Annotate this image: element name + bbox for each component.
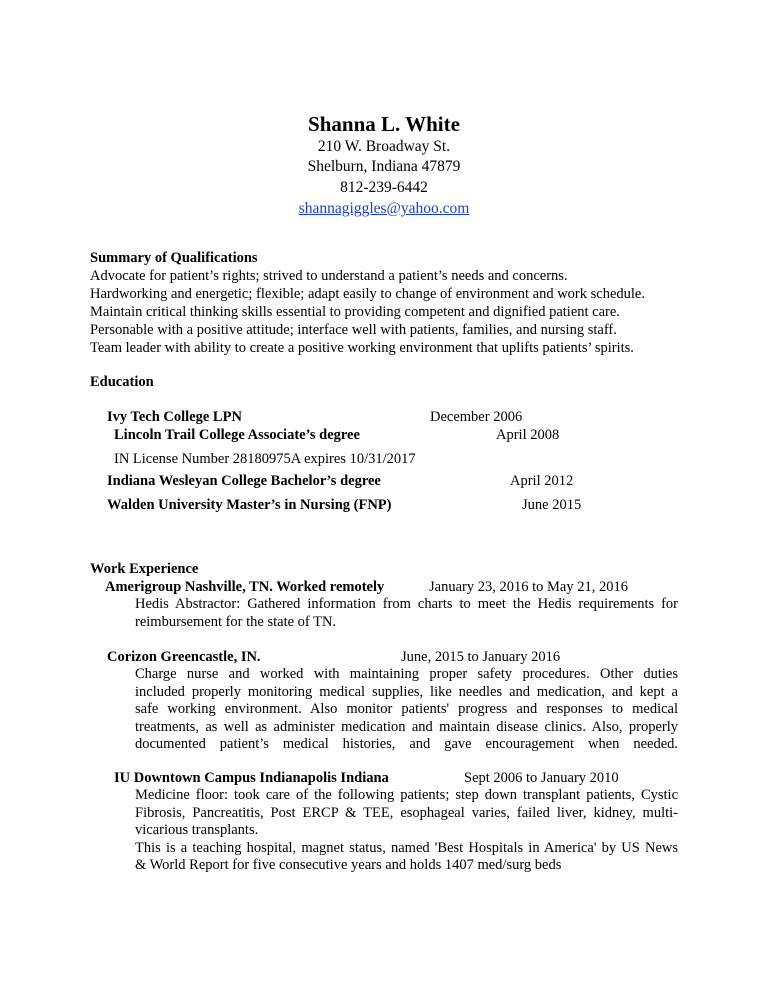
job-description <box>135 666 678 754</box>
summary-line: Team leader with ability to create a positive working environment that uplifts patients’ spirits. <box>90 340 634 356</box>
job-dates: Sept 2006 to January 2010 <box>464 770 619 786</box>
summary-line: Maintain critical thinking skills essential to providing competent and dignified patient care. <box>90 304 620 320</box>
education-date: December 2006 <box>430 409 523 425</box>
job-description-line: Hedis Abstractor: Gathered information from charts to meet the Hedis requirements for <box>135 596 678 612</box>
phone-number: 812-239-6442 <box>340 179 428 196</box>
education-school: Indiana Wesleyan College Bachelor’s degree <box>107 473 381 489</box>
job-description <box>135 596 678 631</box>
city-state-zip: Shelburn, Indiana 47879 <box>307 158 461 175</box>
work-heading: Work Experience <box>90 561 199 577</box>
job-description-line: This is a teaching hospital, magnet status, named 'Best Hospitals in America' by US News <box>135 839 678 856</box>
job-description-line: Charge nurse and worked with maintaining proper safety procedures. Other duties <box>135 666 678 682</box>
job-description <box>135 787 678 875</box>
job-description-line: treatments, as well as administer medication and maintain disease clinics. Also, properly <box>135 718 678 735</box>
education-school: Ivy Tech College LPN <box>107 409 242 425</box>
education-school: Walden University Master’s in Nursing (FNP) <box>107 497 392 513</box>
job-employer: Corizon Greencastle, IN. <box>107 649 261 665</box>
candidate-name: Shanna L. White <box>308 112 460 136</box>
education-date: April 2008 <box>496 427 560 443</box>
job-dates: January 23, 2016 to May 21, 2016 <box>429 579 628 595</box>
job-description-line: Medicine floor: took care of the following patients; step down transplant patients, Cystic <box>135 787 678 803</box>
summary-line: Hardworking and energetic; flexible; adapt easily to change of environment and work schedule. <box>90 286 645 302</box>
education-heading: Education <box>90 374 154 390</box>
job-description-line: & World Report for five consecutive years and holds 1407 med/surg beds <box>135 857 562 873</box>
job-description-line: vicarious transplants. <box>135 822 259 838</box>
license-number: IN License Number 28180975A expires 10/31/2017 <box>114 451 416 467</box>
job-description-line: Fibrosis, Pancreatitis, Post ERCP & TEE, esophageal varies, failed liver, kidney, multi- <box>135 804 678 821</box>
job-dates: June, 2015 to January 2016 <box>401 649 561 665</box>
summary-line: Personable with a positive attitude; interface well with patients, families, and nursing staff. <box>90 322 617 338</box>
job-employer: Amerigroup Nashville, TN. Worked remotely <box>105 579 385 595</box>
street-address: 210 W. Broadway St. <box>317 138 451 155</box>
summary-heading: Summary of Qualifications <box>90 250 258 266</box>
job-description-line: documented patient’s medical histories, and gave encouragement when needed. <box>135 736 678 752</box>
job-employer: IU Downtown Campus Indianapolis Indiana <box>114 770 389 786</box>
email-link[interactable]: shannagiggles@yahoo.com <box>298 200 470 217</box>
summary-line: Advocate for patient’s rights; strived to understand a patient’s needs and concerns. <box>90 268 568 284</box>
job-description-line: included properly monitoring medical supplies, like needles and medication, and kept a <box>135 683 678 700</box>
education-date: June 2015 <box>522 497 582 513</box>
job-description-line: reimbursement for the state of TN. <box>135 613 337 630</box>
education-date: April 2012 <box>510 473 574 489</box>
job-description-line: safe working environment. Also monitor patients' progress and responses to medical <box>135 701 678 717</box>
education-school: Lincoln Trail College Associate’s degree <box>114 427 360 443</box>
